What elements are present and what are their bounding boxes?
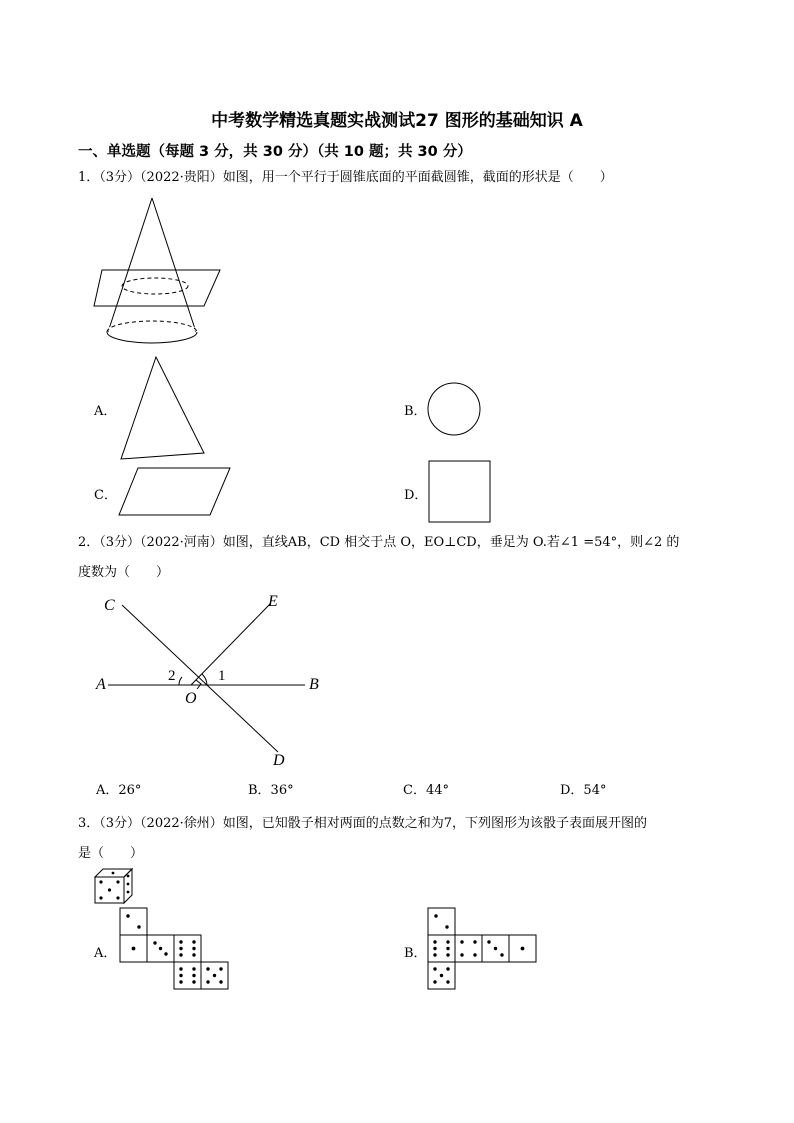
q1-option-c[interactable]: C． xyxy=(94,488,117,503)
circle-shape xyxy=(426,381,482,437)
question-2-stem-line1: 2．（3分）（2022·河南）如图，直线AB，CD 相交于点 O，EO⊥CD，垂足为 O.若∠1 =54°，则∠2 的 xyxy=(78,535,680,550)
q3-option-a[interactable]: A． xyxy=(94,946,117,961)
label-d: D xyxy=(273,752,285,769)
q2-option-a[interactable]: A．26° xyxy=(96,783,142,798)
intersecting-lines-figure xyxy=(90,588,330,770)
section-heading: 一、单选题（每题 3 分，共 30 分）（共 10 题；共 30 分） xyxy=(78,144,472,160)
dice-cube-figure xyxy=(93,867,135,905)
label-angle-2: 2 xyxy=(168,668,176,684)
question-1-stem: 1．（3分）（2022·贵阳）如图，用一个平行于圆锥底面的平面截圆锥，截面的形状是（ ） xyxy=(78,170,613,185)
square-shape xyxy=(428,460,492,524)
label-o: O xyxy=(185,690,197,707)
q2-option-b[interactable]: B．36° xyxy=(248,783,294,798)
label-angle-1: 1 xyxy=(218,668,226,684)
q1-option-b[interactable]: B． xyxy=(404,404,427,419)
label-b: B xyxy=(309,676,319,693)
label-a: A xyxy=(96,676,106,693)
q2-option-d[interactable]: D．54° xyxy=(560,783,607,798)
label-e: E xyxy=(268,593,278,610)
dice-net-a xyxy=(119,907,231,993)
triangle-shape xyxy=(118,355,208,461)
question-3-stem-line1: 3．（3分）（2022·徐州）如图，已知骰子相对两面的点数之和为7，下列图形为该骰子表面展开图的 xyxy=(78,816,648,831)
q1-option-d[interactable]: D． xyxy=(404,488,428,503)
cone-figure xyxy=(80,192,230,352)
page-title: 中考数学精选真题实战测试27 图形的基础知识 A xyxy=(211,111,583,131)
q1-option-a[interactable]: A． xyxy=(94,404,117,419)
question-2-stem-line2: 度数为（ ） xyxy=(78,565,170,580)
q2-option-c[interactable]: C．44° xyxy=(403,783,449,798)
parallelogram-shape xyxy=(118,466,234,518)
label-c: C xyxy=(104,597,115,614)
q3-option-b[interactable]: B． xyxy=(404,946,427,961)
question-3-stem-line2: 是（ ） xyxy=(78,846,144,861)
dice-net-b xyxy=(427,907,539,993)
